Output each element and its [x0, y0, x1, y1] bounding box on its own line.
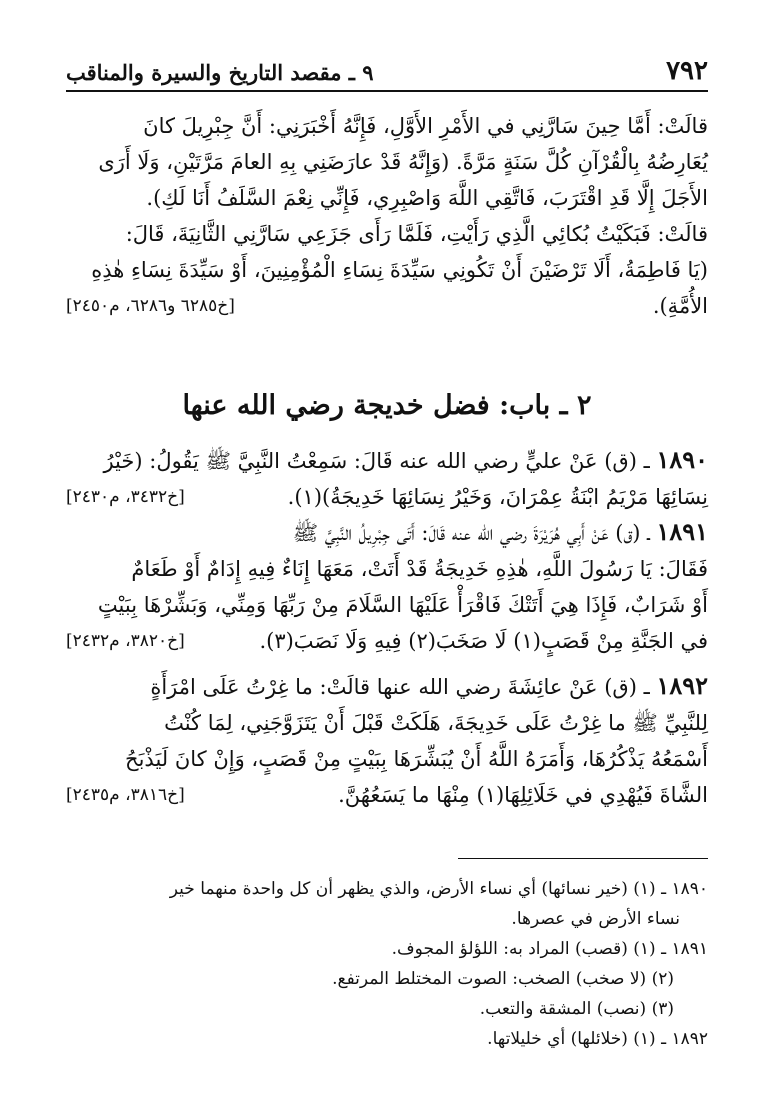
text-line: قالَتْ: فَبَكَيْتُ بُكائِي الَّذِي رَأَيْتِ، فَلَمَّا رَأَى جَزَعِي سَارَّنِي الثَّانِيَةَ، قَالَ:: [125, 222, 708, 246]
text-line: لِلنَّبِيِّ ﷺ ما غِرْتُ عَلَى خَدِيجَةَ، هَلَكَتْ قَبْلَ أَنْ يَتَزَوَّجَنِي، لِمَا كُنْتُ: [164, 711, 708, 735]
running-title: ٩ ـ مقصد التاريخ والسيرة والمناقب: [66, 60, 374, 85]
text-line: قالَتْ: أَمَّا حِينَ سَارَّنِي في الأَمْرِ الأَوَّلِ، فَإِنَّهُ أَخْبَرَنِي: أَنَّ جِبْرِيلَ كانَ: [143, 114, 708, 138]
text-fragment: نِسَائِهَا مَرْيَمُ ابْنَةُ عِمْرَانَ، وَخَيْرُ نِسَائِهَا خَدِيجَةُ)(١).: [287, 485, 708, 509]
text-fragment: ـ (ق) عَنْ عائِشَةَ رضي الله عنها قالَتْ: ما غِرْتُ عَلَى امْرَأَةٍ: [150, 675, 650, 699]
source-reference: [خ٦٢٨٥ و٦٢٨٦، م٢٤٥٠]: [66, 296, 235, 316]
text-line: يُعَارِضُهُ بِالْقُرْآنِ كُلَّ سَنَةٍ مَرَّةً. (وَإِنَّهُ قَدْ عارَضَنِي بِهِ العامَ مَرَّتَيْنِ، وَلَا أَرَى: [98, 150, 708, 174]
text-fragment: الأُمَّةِ).: [652, 294, 708, 318]
footnote: ١٨٩٠ ـ (١) (خير نسائها) أي نساء الأرض، والذي يظهر أن كل واحدة منهما خير: [169, 879, 708, 899]
text-line: أَسْمَعُهُ يَذْكُرُهَا، وَأَمَرَهُ اللَّهُ أَنْ يُبَشِّرَهَا بِبَيْتٍ مِنْ قَصَبٍ، وَإِنْ كانَ لَيَذْبَحُ: [125, 747, 708, 771]
text-fragment: الشَّاةَ فَيُهْدِي في خَلَائِلِهَا(١) مِنْهَا ما يَسَعُهُنَّ.: [338, 783, 708, 807]
footnote-separator: [458, 858, 708, 859]
footnote: ١٨٩١ ـ (١) (قصب) المراد به: اللؤلؤ المجوف.: [391, 939, 708, 959]
text-line: [66, 777, 708, 813]
hadith-number: ١٨٩٢: [656, 671, 708, 700]
text-line: الأَجَلَ إِلَّا قَدِ اقْتَرَبَ، فَاتَّقِي اللَّهَ وَاصْبِرِي، فَإِنِّي نِعْمَ السَّلَفُ أَنَا لَكِ).: [146, 186, 708, 210]
hadith-1891: [66, 514, 708, 659]
footnotes: [66, 874, 708, 1054]
chapter-heading: ٢ ـ باب: فضل خديجة رضي الله عنها: [182, 390, 592, 421]
page-number: ٧٩٢: [666, 56, 708, 86]
hadith-continuation: [66, 108, 708, 324]
text-line: [66, 442, 708, 479]
text-fragment: في الجَنَّةِ مِنْ قَصَبٍ(١) لَا صَخَبَ(٢) فِيهِ وَلَا نَصَبَ(٣).: [259, 629, 708, 653]
hadith-1890: [66, 442, 708, 515]
text-line: أَوْ شَرَابٌ، فَإِذَا هِيَ أَتَتْكَ فَاقْرَأْ عَلَيْهَا السَّلَامَ مِنْ رَبِّهَا وَمِنِّي، وَبَشِّرْهَا بِبَيْتٍ: [97, 593, 708, 617]
source-reference: [خ٣٤٣٢، م٢٤٣٠]: [66, 487, 185, 507]
page-header: [66, 52, 708, 86]
hadith-number: ١٨٩٠: [656, 445, 708, 474]
text-line: (يَا فَاطِمَةُ، أَلَا تَرْضَيْنَ أَنْ تَكُونِي سَيِّدَةَ نِسَاءِ الْمُؤْمِنِينَ، أَوْ سَيِّدَةَ نِسَاءِ هٰذِهِ: [91, 258, 708, 282]
header-rule: [66, 90, 708, 92]
source-reference: [خ٣٨٢٠، م٢٤٣٢]: [66, 631, 185, 651]
text-line: [66, 288, 708, 324]
source-reference: [خ٣٨١٦، م٢٤٣٥]: [66, 785, 185, 805]
hadith-1892: [66, 668, 708, 813]
footnote: (٣) (نصب) المشقة والتعب.: [479, 999, 674, 1019]
text-line: [66, 514, 708, 551]
text-fragment: ـ (ق) عَنْ عليٍّ رضي الله عنه قَالَ: سَمِعْتُ النَّبِيَّ ﷺ يَقُولُ: (خَيْرُ: [103, 449, 650, 473]
text-line: [66, 623, 708, 659]
footnote: ١٨٩٢ ـ (١) (خلائلها) أي خليلاتها.: [487, 1029, 708, 1049]
text-line: [66, 479, 708, 515]
text-fragment: ـ (ق) عَنْ أَبِي هُرَيْرَةَ رضي الله عنه قَالَ: أَتَى جِبْرِيلُ النَّبِيَّ ﷺ: [292, 521, 650, 545]
text-line: [66, 668, 708, 705]
hadith-number: ١٨٩١: [656, 517, 708, 546]
footnote: (٢) (لا صخب) الصخب: الصوت المختلط المرتفع.: [332, 969, 674, 989]
text-line: فَقَالَ: يَا رَسُولَ اللَّهِ، هٰذِهِ خَدِيجَةُ قَدْ أَتَتْ، مَعَهَا إِنَاءٌ فِيهِ إِدَامٌ أَوْ طَعَامٌ: [131, 557, 708, 581]
footnote: نساء الأرض في عصرها.: [511, 909, 680, 929]
